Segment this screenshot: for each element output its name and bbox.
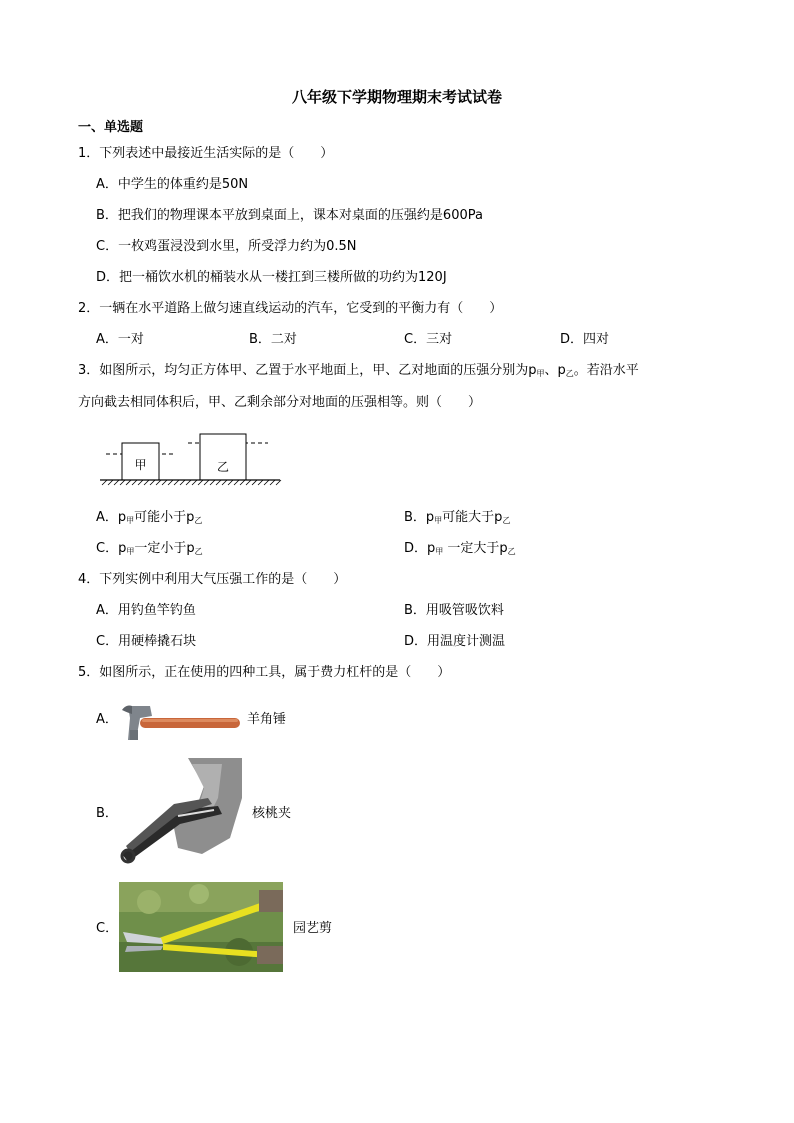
page-title: 八年级下学期物理期末考试试卷: [291, 88, 502, 106]
claw-hammer-image: [120, 700, 242, 744]
question-3-option-d: D．$p_甲$ 一定大于$p_乙$: [404, 541, 516, 556]
question-2-option-d: D．四对: [560, 332, 610, 347]
question-5-option-b-label: B．: [96, 806, 118, 821]
question-2-option-b: B．二对: [249, 332, 297, 347]
question-5-option-c-label: C．: [96, 921, 119, 936]
question-2-option-a: A．一对: [96, 332, 144, 347]
question-4-stem: 4．下列实例中利用大气压强工作的是（ ）: [78, 572, 347, 587]
question-4-option-d: D．用温度计测温: [404, 634, 506, 649]
question-1-option-c: C．一枚鸡蛋浸没到水里，所受浮力约为0.5N: [96, 239, 357, 254]
question-2-option-c: C．三对: [404, 332, 453, 347]
question-3-stem-line1: 3．如图所示，均匀正方体甲、乙置于水平地面上，甲、乙对地面的压强分别为$p_甲$、$p_乙$。若沿水平: [78, 363, 639, 378]
garden-shears-image: [119, 882, 283, 972]
nutcracker-image: [118, 758, 242, 864]
question-1-option-d: D．把一桶饮水机的桶装水从一楼扛到三楼所做的功约为120J: [96, 270, 447, 285]
question-3-option-c: C．$p_甲$一定小于$p_乙$: [96, 541, 203, 556]
question-1-stem: 1．下列表述中最接近生活实际的是（ ）: [78, 146, 334, 161]
cube-jia-label: 甲: [134, 458, 147, 472]
question-5-option-b-caption: 核桃夹: [252, 806, 292, 821]
question-3-stem-line2: 方向截去相同体积后，甲、乙剩余部分对地面的压强相等。则（ ）: [78, 395, 482, 410]
question-4-option-b: B．用吸管吸饮料: [404, 603, 504, 618]
question-3-option-b: B．$p_甲$可能大于$p_乙$: [404, 510, 511, 525]
question-5-stem: 5．如图所示，正在使用的四种工具，属于费力杠杆的是（ ）: [78, 665, 451, 680]
question-3-option-a: A．$p_甲$可能小于$p_乙$: [96, 510, 203, 525]
question-4-option-c: C．用硬棒撬石块: [96, 634, 197, 649]
question-5-option-a-caption: 羊角锤: [247, 712, 287, 727]
question-1-option-b: B．把我们的物理课本平放到桌面上，课本对桌面的压强约是600Pa: [96, 208, 483, 223]
question-5-option-c-caption: 园艺剪: [293, 921, 333, 936]
cube-yi-label: 乙: [216, 460, 230, 474]
cubes-figure: [98, 430, 283, 488]
question-1-option-a: A．中学生的体重约是50N: [96, 177, 249, 192]
section-heading: 一、单选题: [78, 120, 144, 135]
question-4-option-a: A．用钓鱼竿钓鱼: [96, 603, 196, 618]
question-2-stem: 2．一辆在水平道路上做匀速直线运动的汽车，它受到的平衡力有（ ）: [78, 301, 503, 316]
question-5-option-a-label: A．: [96, 712, 118, 727]
